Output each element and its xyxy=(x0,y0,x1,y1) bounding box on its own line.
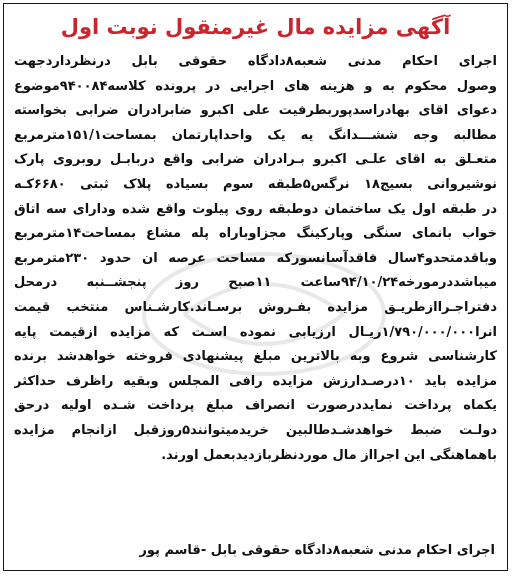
notice-line: اجرای احکام مدنی شعبه۸دادگاه حقوقی بابل درنظرداردجهت xyxy=(14,54,497,69)
notice-body xyxy=(14,50,497,468)
notice-line: متعـلق به اقای علـی اکبرو بـرادران ضرابی واقع دربابـل روبروی پارک xyxy=(14,152,497,168)
notice-line: مطالبه وجه ششـــدانگ یه یک واحداپارتمان بمساحت۱۵۱/۱مترمربع xyxy=(14,127,497,143)
notice-line: مزایده باید ۱۰درصـدارزش مزایده رافی المجلس وبقیه راظرف حداکثر xyxy=(14,373,497,389)
notice-line: باهماهنگی این اجرااز مال موردنظربازدیدبعمل اورند. xyxy=(161,447,497,463)
notice-line: دولـت ضبط خواهدشـدطالبین خریدمیتوانند۵روزقبل ازانجام مزایده xyxy=(14,422,497,438)
notice-line: خواب بانمای سنگی وپارکینگ مجزاوباراه پله مشاع بمساحت۱۴مترمربع xyxy=(14,226,497,242)
notice-line: وصول محکوم به و هزینه های اجرایی در پرونده کلاسه۹۴۰۰۸۴موضوع xyxy=(14,78,497,94)
notice-line: میباشددرمورخه۹۴/۱۰/۲۴ساعت ۱۱صبح روز پنجشــنبه درمحل xyxy=(14,275,497,291)
notice-line: کارشناسی شروع وبه بالاترین مبلغ پیشنهادی فروخته خواهدشد برنده xyxy=(14,349,497,365)
notice-line: دعوای اقای بهادراسدپوربطرفیت علی اکبرو ضابرادران ضرابی بخواسته xyxy=(14,103,497,119)
notice-line: وباقدمتحدو۴سال فاقدآسانسورکه مساحت عرصه ان حدود ۲۳۰مترمربع xyxy=(14,250,497,266)
notice-line: انرا۱/۷۹۰/۰۰۰/۰۰۰ریـال ارزیابی نموده اسـت که مزایده ازقیمت پایه xyxy=(14,324,497,340)
notice-footer: اجرای احکام مدنی شعبه۸دادگاه حقوقی بابل -قاسم پور xyxy=(139,543,495,558)
notice-line: یکماه پرداخت نمایددرصورت انصراف مبلغ پرداخت شـده اولیه درحق xyxy=(14,398,497,414)
notice-frame xyxy=(3,3,508,571)
notice-line: نوشیروانی بسیج۱۸ نرگس۵طبقه سوم بسیاده پلاک ثبتی ۶۶۸۰کـه xyxy=(14,176,497,192)
notice-line: دفتراجـراازطریـق مزایده بفـروش برسـاند.کارشـناس منتخب قیمت xyxy=(14,299,497,315)
notice-line: در طبقه اول یک ساختمان دوطبقه روی پیلوت واقع شده ودارای سه اتاق xyxy=(14,201,497,217)
notice-title: آگهی مزایده مال غیرمنقول نوبت اول xyxy=(60,15,451,39)
